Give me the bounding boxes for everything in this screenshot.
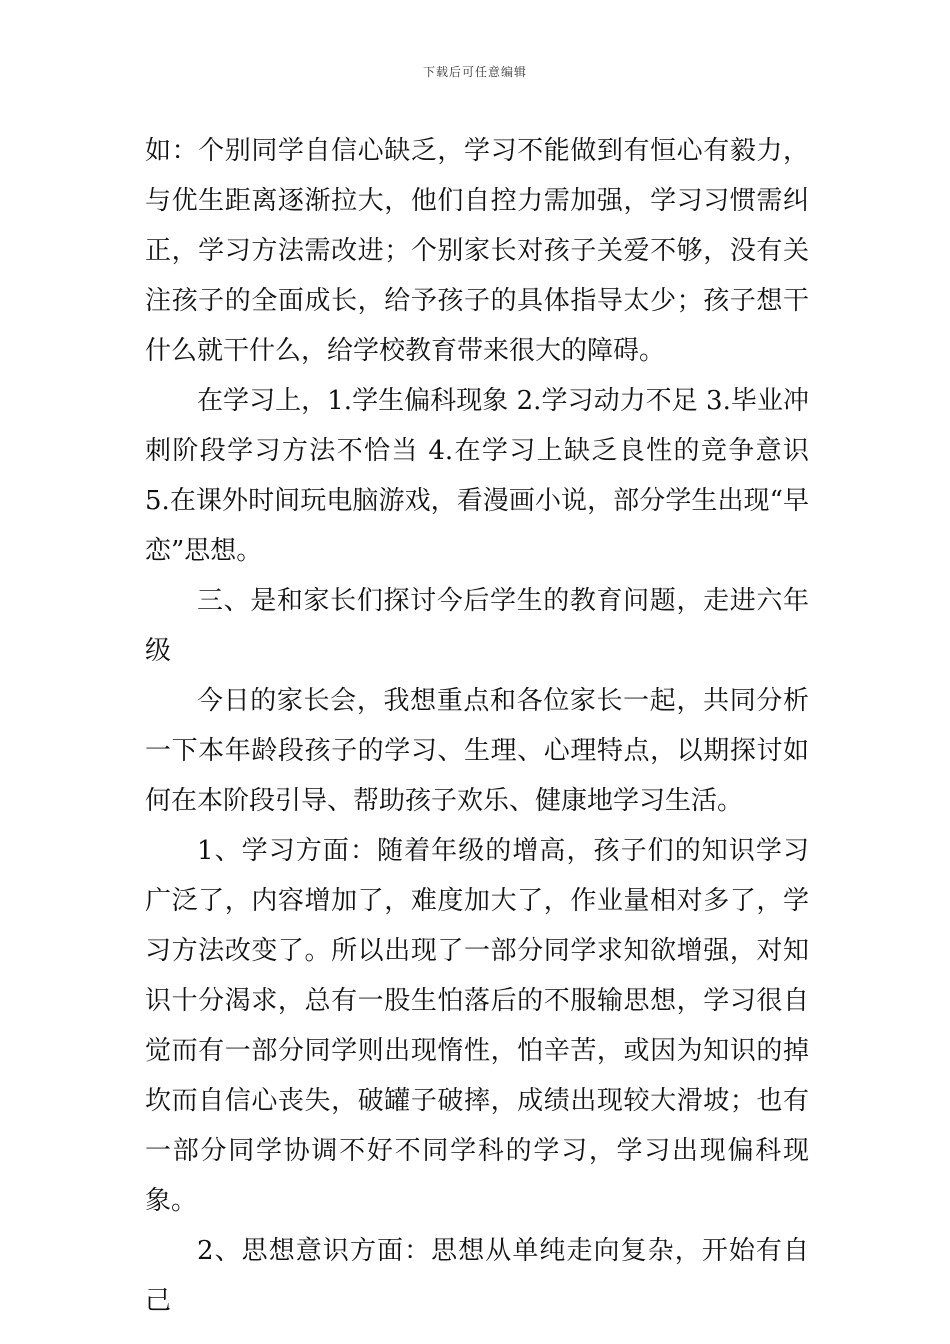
page-header: 下载后可任意编辑 bbox=[422, 65, 527, 79]
paragraph-meeting-focus: 今日的家长会，我想重点和各位家长一起，共同分析一下本年龄段孩子的学习、生理、心理特点，以期探讨如何在本阶段引导、帮助孩子欢乐、健康地学习生活。 bbox=[145, 686, 809, 816]
document-body bbox=[145, 126, 809, 1326]
section-heading-three: 三、是和家长们探讨今后学生的教育问题，走进六年级 bbox=[145, 586, 809, 666]
paragraph-thought-aspect: 2、思想意识方面：思想从单纯走向复杂，开始有自己 bbox=[145, 1236, 809, 1316]
paragraph-study-aspect: 1、学习方面：随着年级的增高，孩子们的知识学习广泛了，内容增加了，难度加大了，作业量相对多了，学习方法改变了。所以出现了一部分同学求知欲增强，对知识十分渴求，总有一股生怕落后的不服输思想，学习很自觉而有一部分同学则出现惰性，怕辛苦，或因为知识的掉坎而自信心丧失，破罐子破摔，成绩出现较大滑坡；也有一部分同学协调不好不同学科的学习，学习出现偏科现象。 bbox=[145, 836, 809, 1216]
paragraph-problems: 如：个别同学自信心缺乏，学习不能做到有恒心有毅力，与优生距离逐渐拉大，他们自控力需加强，学习习惯需纠正，学习方法需改进；个别家长对孩子关爱不够，没有关注孩子的全面成长，给予孩子的具体指导太少；孩子想干什么就干什么，给学校教育带来很大的障碍。 bbox=[145, 136, 809, 366]
paragraph-study-issues: 在学习上，1.学生偏科现象 2.学习动力不足 3.毕业冲刺阶段学习方法不恰当 4.在学习上缺乏良性的竞争意识 5.在课外时间玩电脑游戏，看漫画小说，部分学生出现“早恋”思想。 bbox=[145, 386, 809, 566]
